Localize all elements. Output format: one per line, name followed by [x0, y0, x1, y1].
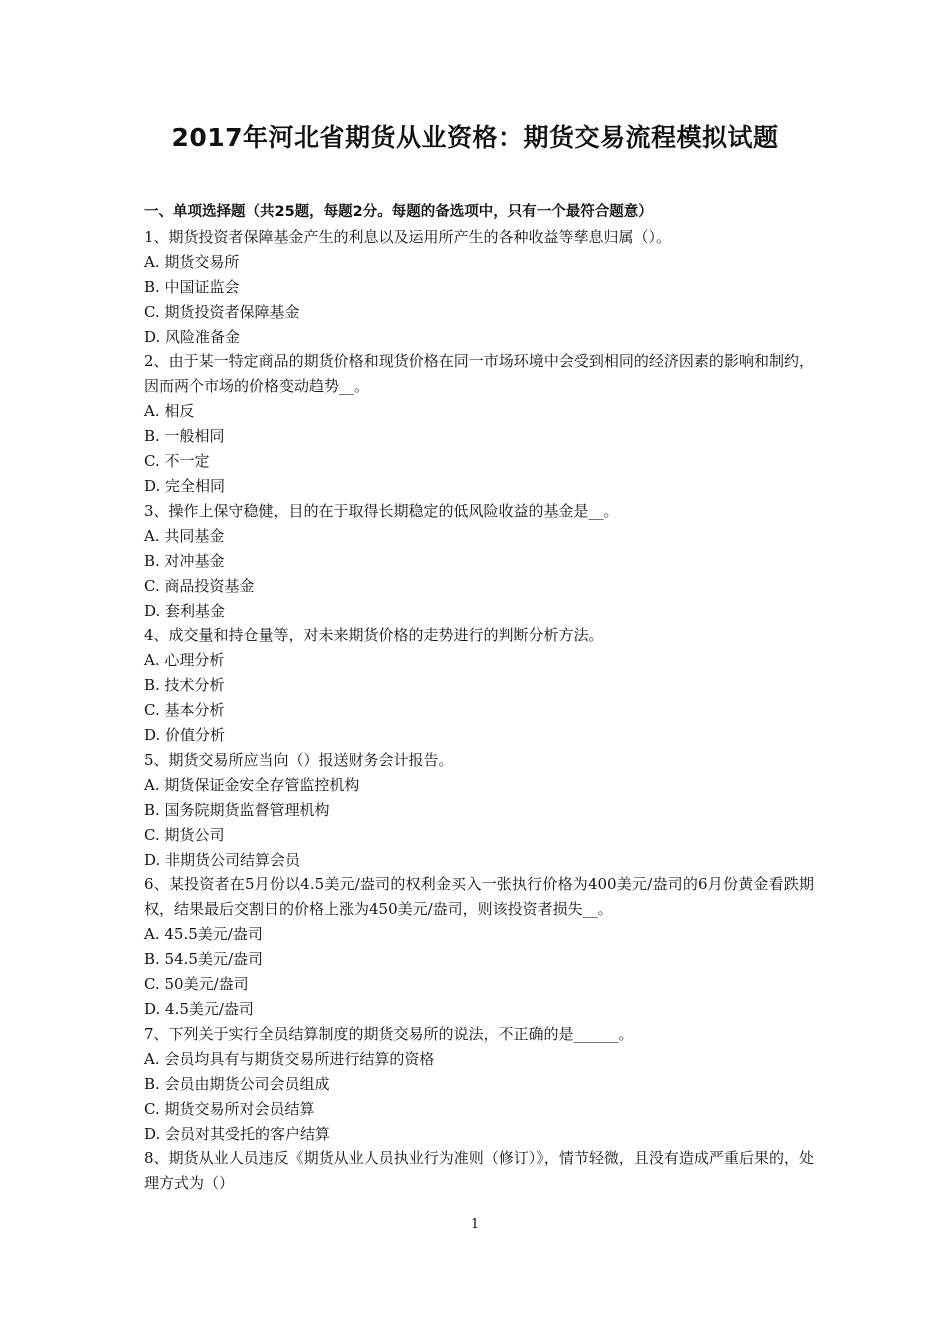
answer-option: D. 4.5美元/盎司 [144, 1000, 254, 1018]
answer-option: C. 不一定 [144, 452, 210, 471]
answer-option: A. 期货保证金安全存管监控机构 [144, 775, 360, 794]
answer-option: B. 会员由期货公司会员组成 [144, 1074, 330, 1093]
answer-option: B. 中国证监会 [144, 277, 240, 296]
answer-option: D. 套利基金 [144, 601, 226, 620]
question-block [144, 499, 814, 624]
answer-option: B. 技术分析 [144, 676, 225, 695]
question-list [144, 225, 814, 1196]
answer-option: A. 心理分析 [144, 651, 225, 670]
answer-option: B. 国务院期货监督管理机构 [144, 800, 330, 819]
section-heading: 一、单项选择题（共25题，每题2分。每题的备选项中，只有一个最符合题意） [144, 204, 653, 220]
question-stem: 5、期货交易所应当向（）报送财务会计报告。 [144, 750, 454, 769]
question-stem: 8、期货从业人员违反《期货从业人员执业行为准则（修订）》，情节轻微，且没有造成严重后果的，处理方式为（） [144, 1149, 814, 1193]
answer-option: C. 商品投资基金 [144, 576, 255, 595]
answer-option: C. 50美元/盎司 [144, 975, 249, 994]
answer-option: A. 期货交易所 [144, 252, 240, 271]
answer-option: B. 一般相同 [144, 427, 225, 446]
question-stem: 6、某投资者在5月份以4.5美元/盎司的权利金买入一张执行价格为400美元/盎司的6月份黄金看跌期权，结果最后交割日的价格上涨为450美元/盎司，则该投资者损失__。 [144, 875, 814, 919]
answer-option: C. 基本分析 [144, 701, 225, 720]
question-stem: 3、操作上保守稳健，目的在于取得长期稳定的低风险收益的基金是__。 [144, 501, 619, 520]
question-block [144, 225, 814, 350]
question-stem: 7、下列关于实行全员结算制度的期货交易所的说法，不正确的是______。 [144, 1024, 634, 1043]
question-block [144, 748, 814, 873]
answer-option: A. 相反 [144, 402, 195, 421]
answer-option: D. 非期货公司结算会员 [144, 850, 301, 869]
question-block [144, 1146, 814, 1196]
answer-option: A. 45.5美元/盎司 [144, 925, 263, 944]
question-stem: 1、期货投资者保障基金产生的利息以及运用所产生的各种收益等孳息归属（）。 [144, 227, 672, 246]
answer-option: A. 会员均具有与期货交易所进行结算的资格 [144, 1049, 435, 1068]
question-stem: 4、成交量和持仓量等，对未来期货价格的走势进行的判断分析方法。 [144, 626, 604, 645]
answer-option: D. 完全相同 [144, 476, 226, 495]
question-block [144, 349, 814, 498]
question-block [144, 1022, 814, 1147]
answer-option: C. 期货公司 [144, 825, 225, 844]
answer-option: C. 期货投资者保障基金 [144, 302, 300, 321]
question-block [144, 623, 814, 748]
answer-option: D. 会员对其受托的客户结算 [144, 1124, 331, 1143]
page-number: 1 [470, 1217, 480, 1232]
answer-option: B. 对冲基金 [144, 551, 225, 570]
document-title: 2017年河北省期货从业资格：期货交易流程模拟试题 [171, 123, 779, 152]
answer-option: B. 54.5美元/盎司 [144, 950, 264, 969]
answer-option: C. 期货交易所对会员结算 [144, 1099, 315, 1118]
answer-option: D. 价值分析 [144, 726, 226, 745]
document-body [144, 200, 814, 1196]
question-stem: 2、由于某一特定商品的期货价格和现货价格在同一市场环境中会受到相同的经济因素的影响和制约，因而两个市场的价格变动趋势__。 [144, 352, 814, 396]
answer-option: A. 共同基金 [144, 526, 225, 545]
answer-option: D. 风险准备金 [144, 327, 241, 346]
question-block [144, 872, 814, 1021]
